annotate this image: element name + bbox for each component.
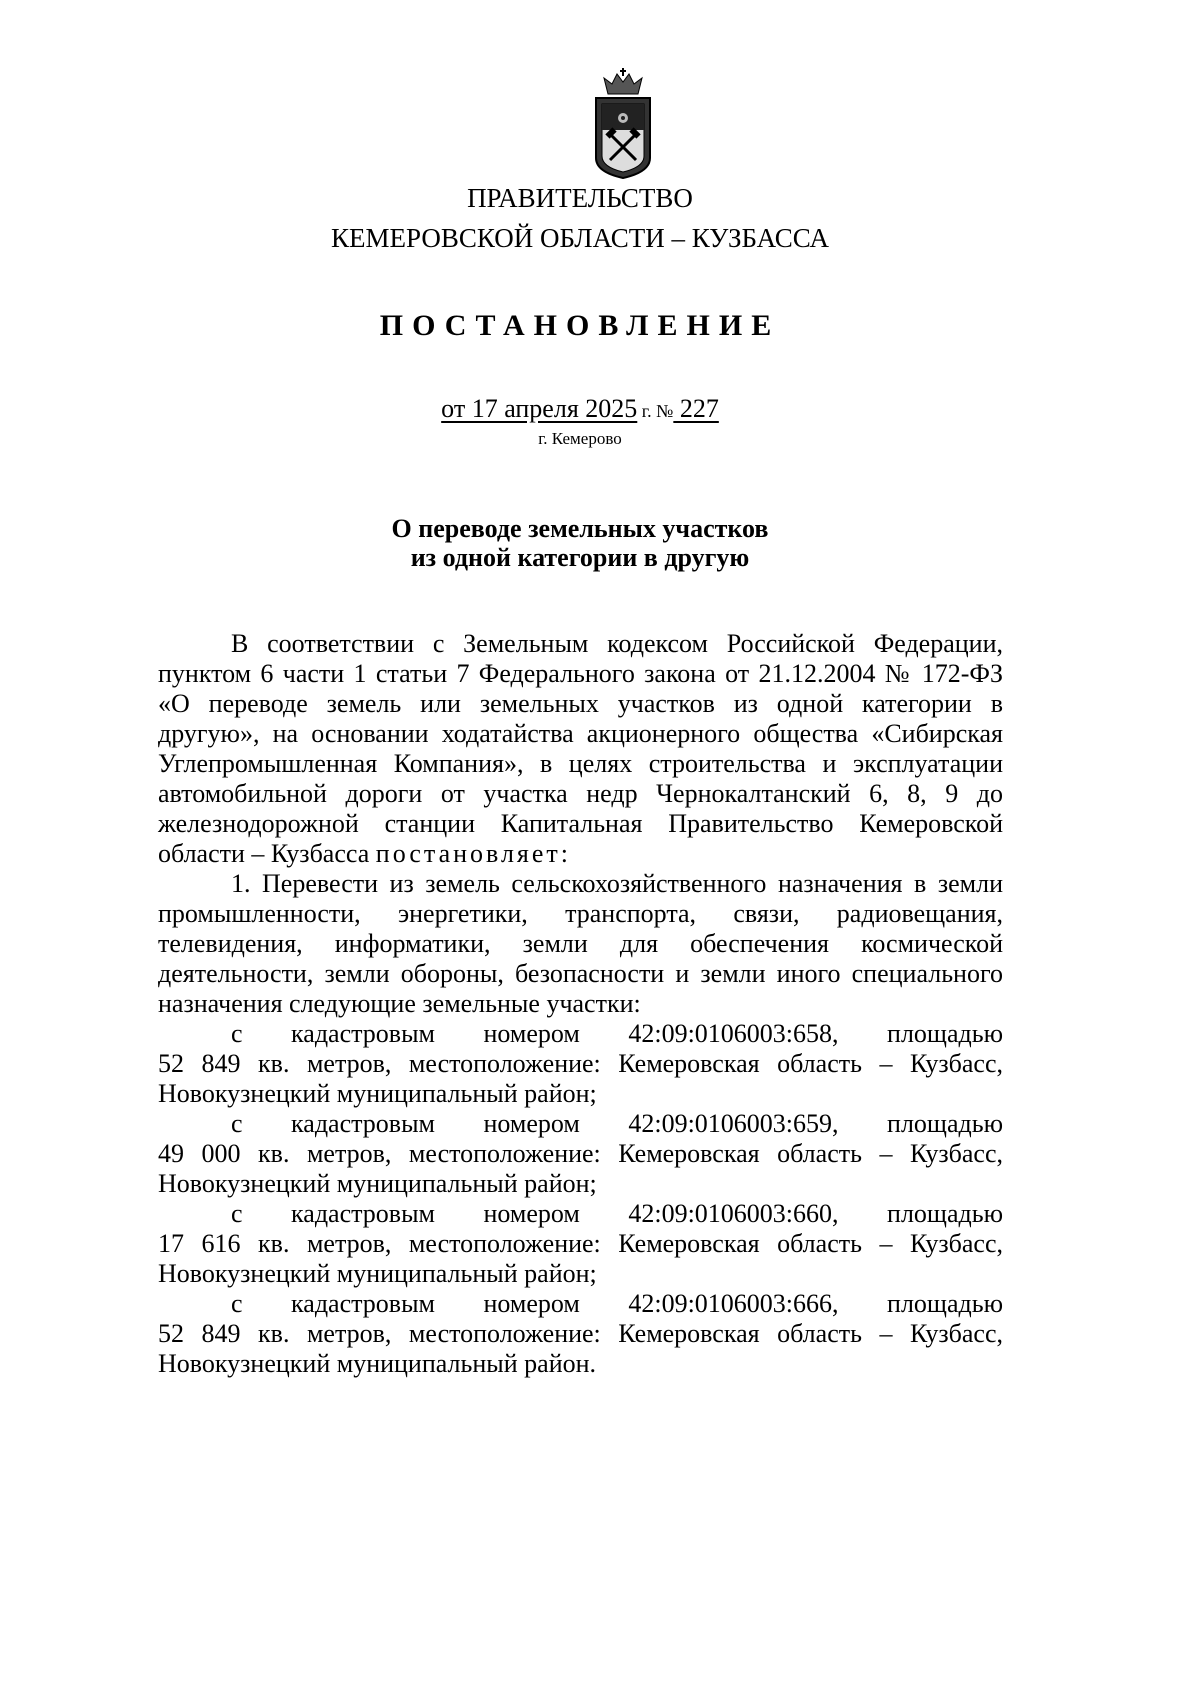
parcel-line: 52 849 кв. метров, местоположение: Кемеровская область – Кузбасс, bbox=[158, 1049, 1003, 1078]
document-number: 227 bbox=[673, 394, 719, 423]
org-name-line1: ПРАВИТЕЛЬСТВО bbox=[467, 183, 693, 213]
body-line: назначения следующие земельные участки: bbox=[158, 989, 641, 1018]
parcel-line: Новокузнецкий муниципальный район; bbox=[158, 1079, 597, 1108]
org-name-line2: КЕМЕРОВСКОЙ ОБЛАСТИ – КУЗБАССА bbox=[331, 223, 829, 253]
coat-of-arms-icon bbox=[590, 68, 656, 180]
body-line: 1. Перевести из земель сельскохозяйственного назначения в земли bbox=[231, 869, 1003, 898]
parcel-line: 17 616 кв. метров, местоположение: Кемеровская область – Кузбасс, bbox=[158, 1229, 1003, 1258]
body-text: области – Кузбасса bbox=[158, 839, 376, 868]
parcel-line: с кадастровым номером 42:09:0106003:659, площадью bbox=[231, 1109, 1003, 1138]
body-line: В соответствии с Земельным кодексом Российской Федерации, bbox=[231, 629, 1003, 658]
body-line bbox=[158, 838, 571, 870]
body-line: автомобильной дороги от участка недр Чернокалтанский 6, 8, 9 до bbox=[158, 779, 1003, 808]
body-line: «О переводе земель или земельных участков из одной категории в bbox=[158, 689, 1003, 718]
subject-line1: О переводе земельных участков bbox=[391, 514, 769, 543]
subject-line2: из одной категории в другую bbox=[410, 543, 750, 572]
body-line: другую», на основании ходатайства акционерного общества «Сибирская bbox=[158, 719, 1003, 748]
parcel-line: 49 000 кв. метров, местоположение: Кемеровская область – Кузбасс, bbox=[158, 1139, 1003, 1168]
body-line: железнодорожной станции Капитальная Правительство Кемеровской bbox=[158, 809, 1003, 838]
parcel-line: с кадастровым номером 42:09:0106003:666, площадью bbox=[231, 1289, 1003, 1318]
parcel-line: Новокузнецкий муниципальный район. bbox=[158, 1349, 597, 1378]
decree-verb: постановляет: bbox=[375, 839, 572, 868]
body-line: промышленности, энергетики, транспорта, связи, радиовещания, bbox=[158, 899, 1003, 928]
year-suffix: г. bbox=[637, 401, 657, 421]
date-number-line bbox=[0, 394, 1160, 424]
body-line: телевидения, информатики, земли для обеспечения космической bbox=[158, 929, 1003, 958]
document-type-title: ПОСТАНОВЛЕНИЕ bbox=[379, 309, 781, 342]
document-date: от 17 апреля 2025 bbox=[441, 394, 638, 423]
number-sign: № bbox=[656, 401, 674, 421]
parcel-line: Новокузнецкий муниципальный район; bbox=[158, 1259, 597, 1288]
body-line: Углепромышленная Компания», в целях строительства и эксплуатации bbox=[158, 749, 1003, 778]
parcel-line: 52 849 кв. метров, местоположение: Кемеровская область – Кузбасс, bbox=[158, 1319, 1003, 1348]
city-name: г. Кемерово bbox=[538, 429, 622, 448]
parcel-line: Новокузнецкий муниципальный район; bbox=[158, 1169, 597, 1198]
parcel-line: с кадастровым номером 42:09:0106003:658, площадью bbox=[231, 1019, 1003, 1048]
body-line: деятельности, земли обороны, безопасности и земли иного специального bbox=[158, 959, 1003, 988]
parcel-line: с кадастровым номером 42:09:0106003:660, площадью bbox=[231, 1199, 1003, 1228]
body-line: пунктом 6 части 1 статьи 7 Федерального закона от 21.12.2004 № 172-ФЗ bbox=[158, 659, 1003, 688]
